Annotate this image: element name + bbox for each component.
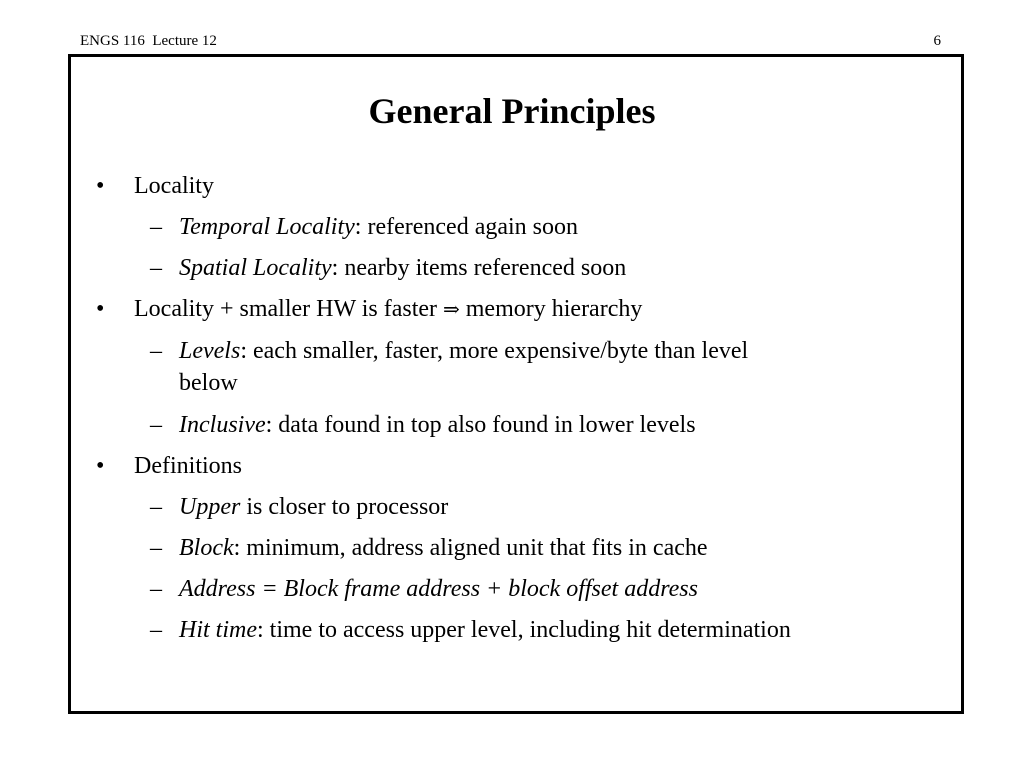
sub-item-block [179,534,708,562]
sub-item-levels [179,337,748,365]
term-spatial-locality: Spatial Locality [179,255,332,281]
term-temporal-locality: Temporal Locality [179,214,355,240]
dash-marker: – [150,412,162,438]
bullet-text: Definitions [134,453,242,479]
definition-text: : referenced again soon [354,214,579,240]
bullet-marker: • [96,173,105,199]
bullet-marker: • [96,296,105,322]
term-hit-time: Hit time [179,617,257,643]
sub-item-temporal-locality [179,213,578,241]
sub-item-hit-time [179,616,791,644]
bullet-locality [134,172,214,200]
bullet-marker: • [96,453,105,479]
slide-title: General Principles [368,91,656,131]
definition-text: : data found in top also found in lower levels [265,412,696,438]
course-lecture-label: ENGS 116 Lecture 12 [80,33,217,49]
term-upper: Upper [179,494,241,520]
term-address-formula: Address = Block frame address + block offset address [179,576,698,602]
bullet-text: Locality [134,173,214,199]
term-block: Block [179,535,234,561]
definition-text: : nearby items referenced soon [331,255,627,281]
page-number: 6 [933,33,941,49]
dash-marker: – [150,494,162,520]
bullet-text-after: memory hierarchy [459,296,643,322]
sub-item-levels-continuation: below [179,370,238,396]
dash-marker: – [150,617,162,643]
definition-text: is closer to processor [240,494,449,520]
term-levels: Levels [179,338,241,364]
sub-item-inclusive [179,411,696,439]
definition-text: : time to access upper level, including hit determination [257,617,791,643]
bullet-definitions [134,452,242,480]
implies-arrow-icon: ⇒ [443,297,460,321]
dash-marker: – [150,535,162,561]
sub-item-address [179,575,698,603]
dash-marker: – [150,338,162,364]
definition-text: : minimum, address aligned unit that fits in cache [233,535,708,561]
dash-marker: – [150,214,162,240]
sub-item-upper [179,493,448,521]
term-inclusive: Inclusive [179,412,266,438]
definition-text: : each smaller, faster, more expensive/byte than level [240,338,749,364]
bullet-text-before: Locality + smaller HW is faster [134,296,443,322]
dash-marker: – [150,576,162,602]
bullet-memory-hierarchy [134,295,642,323]
dash-marker: – [150,255,162,281]
sub-item-spatial-locality [179,254,626,282]
